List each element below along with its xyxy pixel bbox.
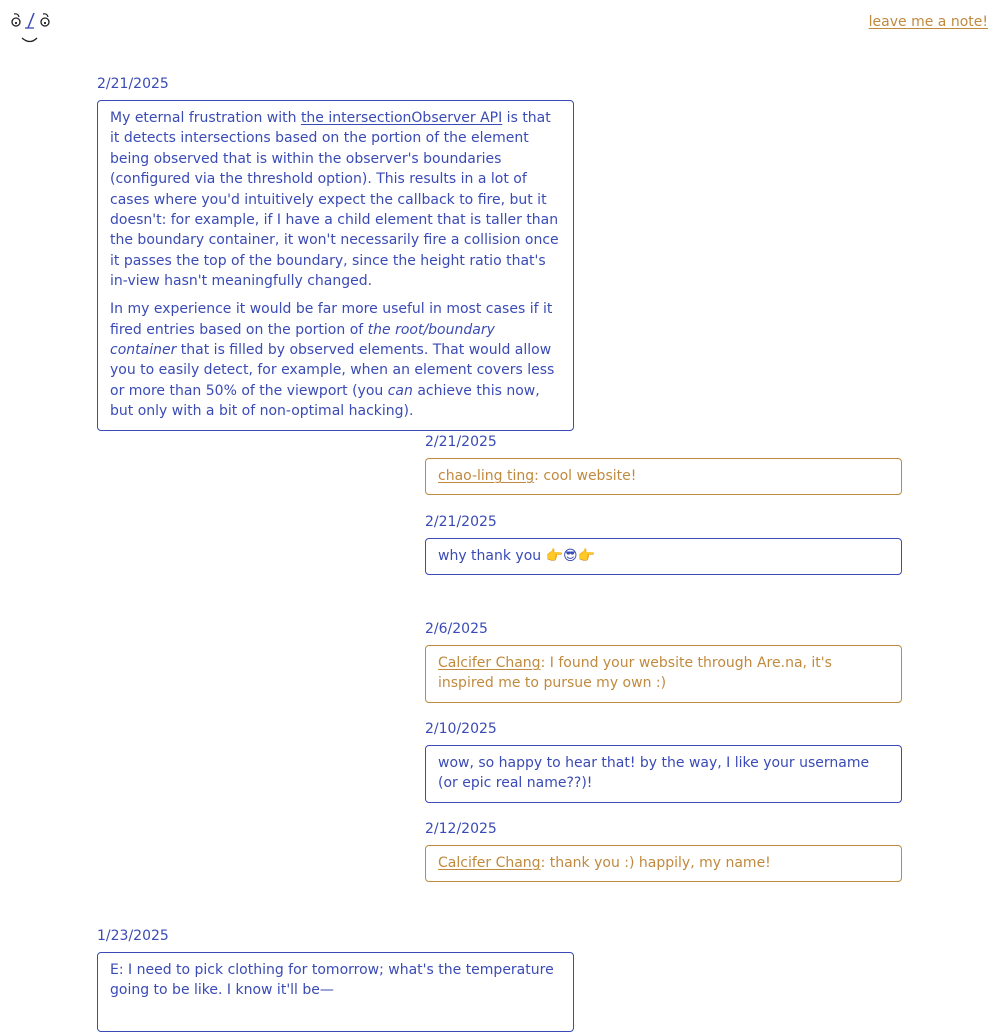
- note-emphasis: can: [387, 382, 413, 399]
- note-text: My eternal frustration with: [110, 110, 301, 126]
- note-text: achieve this now, but only with a bit of non-optimal hacking).: [110, 382, 540, 420]
- guestbook-entry: [97, 74, 574, 431]
- guestbook-entry: [425, 432, 902, 495]
- entry-date: 1/23/2025: [97, 928, 169, 944]
- entry-date: 2/10/2025: [425, 721, 497, 737]
- note-text: : cool website!: [534, 468, 637, 484]
- entry-date: 2/12/2025: [425, 821, 497, 837]
- guest-note-card: [425, 645, 902, 703]
- owner-reply-card: [425, 745, 902, 803]
- note-text: : thank you :) happily, my name!: [540, 855, 771, 871]
- note-text: is that it detects intersections based on the portion of the element being observed that is within the observer's boundaries (configured via the threshold option). This results in a lot of cases where you'd intuitively expect the callback to fire, but it doesn't: for example, if I have a child element that is taller than the boundary container, it won't necessarily fire a collision once it passes the top of the boundary, since the height ratio that's in-view hasn't meaningfully changed.: [110, 110, 559, 290]
- note-text: wow, so happy to hear that! by the way, I like your username (or epic real name??)!: [438, 755, 870, 792]
- author-link[interactable]: chao-ling ting: [438, 468, 535, 484]
- note-text: that is filled by observed elements. That would allow you to easily detect, for example, when an element covers less or more than 50% of the viewport (you: [110, 342, 555, 399]
- site-logo[interactable]: [10, 8, 52, 48]
- owner-note-card: [97, 952, 574, 1032]
- guestbook-entry: [425, 719, 902, 803]
- owner-reply-card: [425, 538, 902, 575]
- entry-date: 2/21/2025: [425, 514, 497, 530]
- guestbook-entry: [425, 819, 902, 882]
- note-paragraph: [110, 299, 561, 421]
- note-text: why thank you 👉😎👉: [438, 548, 596, 564]
- guest-note-card: [425, 845, 902, 882]
- guestbook-entry: [97, 926, 574, 1032]
- note-paragraph: [110, 108, 561, 292]
- guest-note-card: [425, 458, 902, 495]
- guestbook-entry: [425, 512, 902, 575]
- disapproval-face-icon: [10, 8, 52, 48]
- intersection-observer-link[interactable]: the intersectionObserver API: [300, 110, 503, 126]
- guestbook-entry: [425, 619, 902, 703]
- note-text: E: I need to pick clothing for tomorrow; what's the temperature going to be like. I know it'll be—: [110, 962, 554, 999]
- leave-note-link[interactable]: leave me a note!: [868, 14, 988, 30]
- owner-note-card: [97, 100, 574, 431]
- author-link[interactable]: Calcifer Chang: [438, 655, 541, 671]
- entry-date: 2/21/2025: [425, 434, 497, 450]
- entry-date: 2/6/2025: [425, 621, 488, 637]
- note-text: : I found your website through Are.na, it's inspired me to pursue my own :): [438, 655, 832, 692]
- author-link[interactable]: Calcifer Chang: [438, 855, 541, 871]
- note-text: In my experience it would be far more useful in most cases if it fired entries based on the portion of: [110, 301, 553, 338]
- note-emphasis: the root/boundary container: [110, 321, 495, 359]
- entry-date: 2/21/2025: [97, 76, 169, 92]
